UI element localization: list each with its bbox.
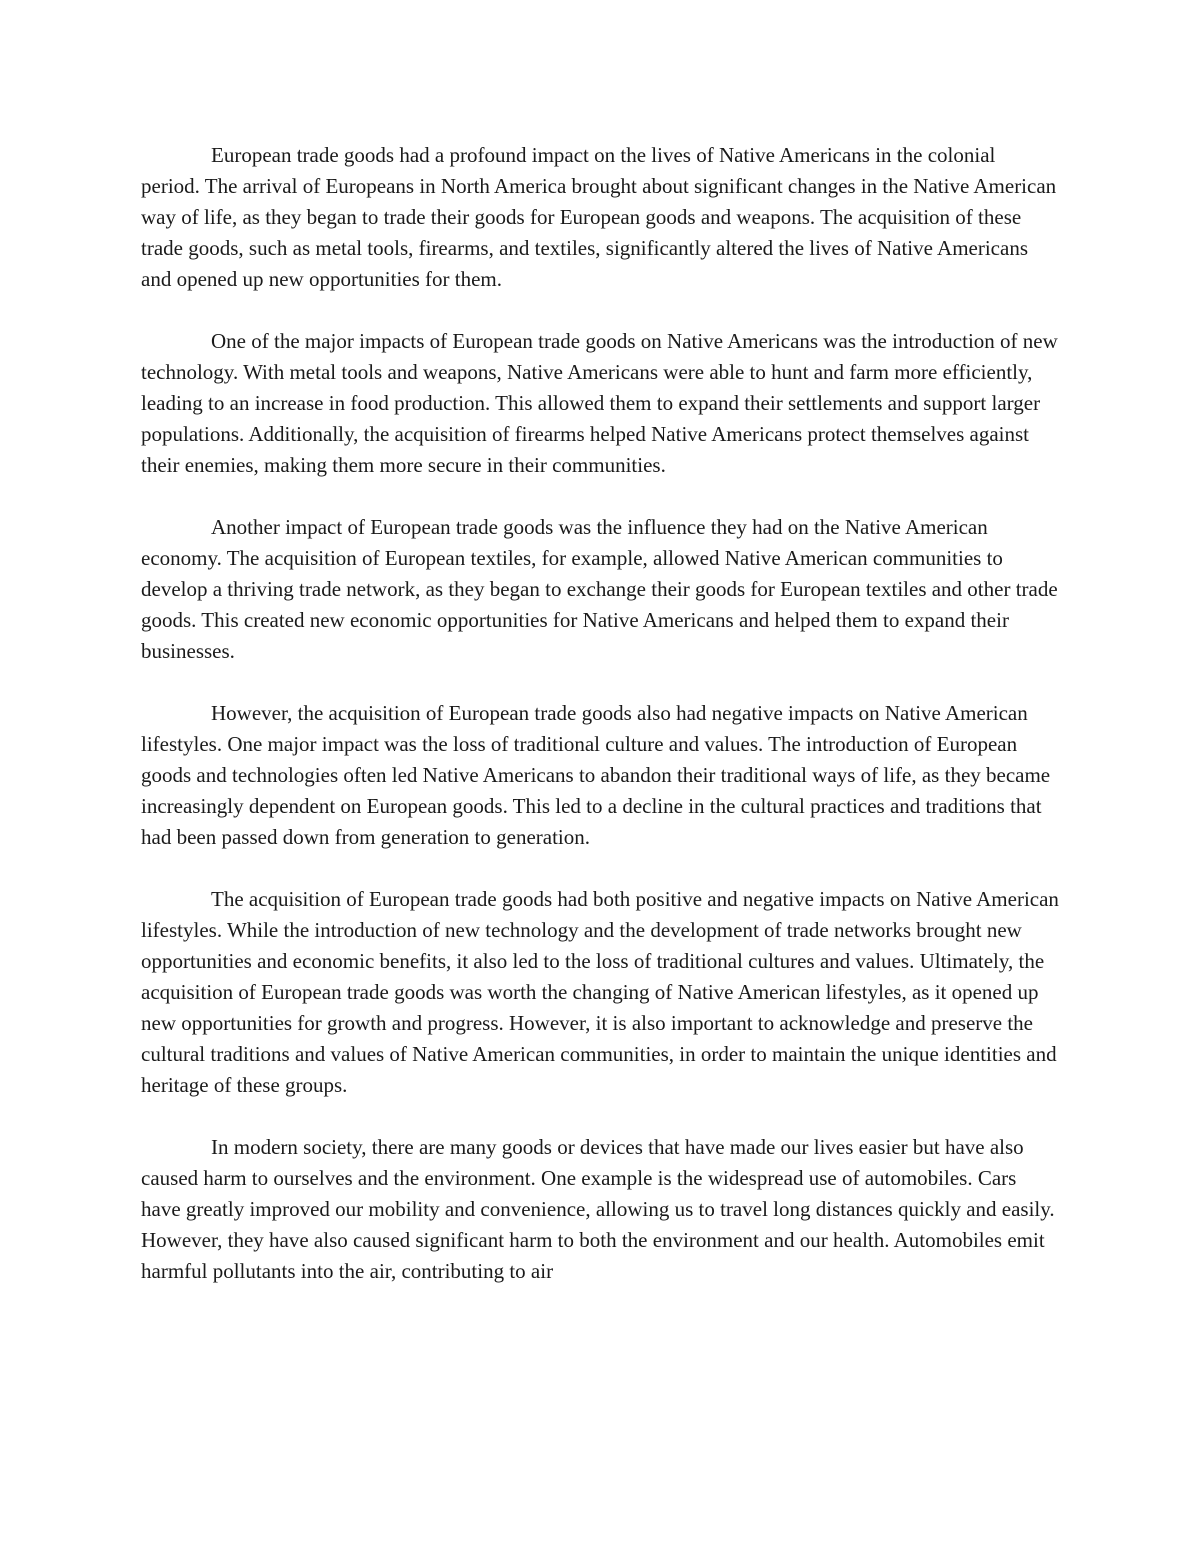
paragraph-3: Another impact of European trade goods was the influence they had on the Native American economy. The acquisition of European textiles, for example, allowed Native American communities to develop a thriving trade network, as they began to exchange their goods for European textiles and other trade goods. This created new economic opportunities for Native Americans and helped them to expand their businesses. — [141, 515, 1058, 663]
paragraph-2: One of the major impacts of European trade goods on Native Americans was the introduction of new technology. With metal tools and weapons, Native Americans were able to hunt and farm more efficiently, leading to an increase in food production. This allowed them to expand their settlements and support larger populations. Additionally, the acquisition of firearms helped Native Americans protect themselves against their enemies, making them more secure in their communities. — [141, 329, 1058, 477]
paragraph-6: In modern society, there are many goods or devices that have made our lives easier but have also caused harm to ourselves and the environment. One example is the widespread use of automobiles. Cars have greatly improved our mobility and convenience, allowing us to travel long distances quickly and easily. However, they have also caused significant harm to both the environment and our health. Automobiles emit harmful pollutants into the air, contributing to air — [141, 1135, 1055, 1283]
paragraph-1: European trade goods had a profound impact on the lives of Native Americans in the colonial period. The arrival of Europeans in North America brought about significant changes in the Native American way of life, as they began to trade their goods for European goods and weapons. The acquisition of these trade goods, such as metal tools, firearms, and textiles, significantly altered the lives of Native Americans and opened up new opportunities for them. — [141, 143, 1057, 291]
paragraph-5: The acquisition of European trade goods had both positive and negative impacts on Native American lifestyles. While the introduction of new technology and the development of trade networks brought new opportunities and economic benefits, it also led to the loss of traditional cultures and values. Ultimately, the acquisition of European trade goods was worth the changing of Native American lifestyles, as it opened up new opportunities for growth and progress. However, it is also important to acknowledge and preserve the cultural traditions and values of Native American communities, in order to maintain the unique identities and heritage of these groups. — [141, 887, 1059, 1097]
document-body — [141, 140, 1059, 1318]
paragraph-4: However, the acquisition of European trade goods also had negative impacts on Native American lifestyles. One major impact was the loss of traditional culture and values. The introduction of European goods and technologies often led Native Americans to abandon their traditional ways of life, as they became increasingly dependent on European goods. This led to a decline in the cultural practices and traditions that had been passed down from generation to generation. — [141, 701, 1051, 849]
